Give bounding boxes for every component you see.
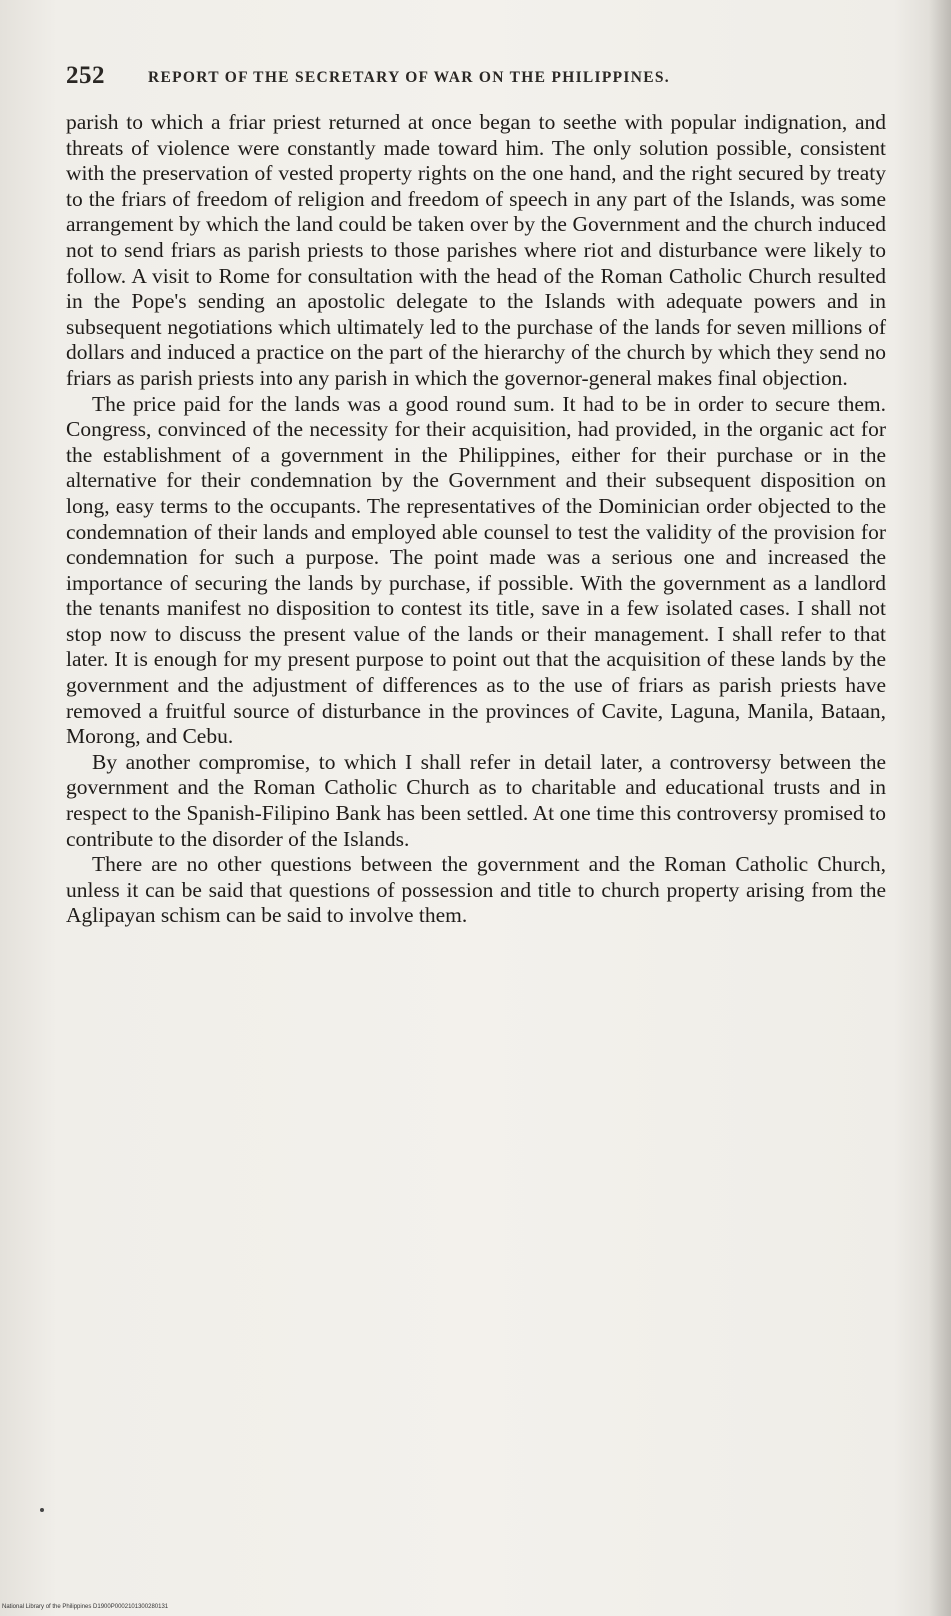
scan-credit-footer: National Library of the Philippines D1900P0002101300280131	[2, 1604, 169, 1610]
running-title: REPORT OF THE SECRETARY OF WAR ON THE PHILIPPINES.	[148, 69, 670, 86]
ink-speck	[40, 1508, 44, 1512]
body-text	[66, 110, 886, 929]
running-header	[66, 62, 876, 96]
page-number: 252	[66, 62, 105, 89]
paragraph-1: parish to which a friar priest returned at once began to seethe with popular indignation, and threats of violence were constantly made toward him. The only solution possible, consistent with the preservation of vested property rights on the one hand, and the right secured by treaty to the friars of freedom of religion and freedom of speech in any part of the Islands, was some arrangement by which the land could be taken over by the Government and the church induced not to send friars as parish priests to those parishes where riot and disturbance were likely to follow. A visit to Rome for consultation with the head of the Roman Catholic Church resulted in the Pope's sending an apostolic delegate to the Islands with adequate powers and in subsequent negotiations which ultimately led to the purchase of the lands for seven millions of dollars and induced a practice on the part of the hierarchy of the church by which they send no friars as parish priests into any parish in which the governor-general makes final objection.	[66, 110, 886, 390]
page-edge-shadow	[929, 0, 951, 1616]
paragraph-3: By another compromise, to which I shall refer in detail later, a controversy between the government and the Roman Catholic Church as to charitable and educational trusts and in respect to the Spanish-Filipino Bank has been settled. At one time this controversy promised to contribute to the disorder of the Islands.	[66, 749, 886, 851]
paragraph-2: The price paid for the lands was a good round sum. It had to be in order to secure them. Congress, convinced of the necessity for their acquisition, had provided, in the organic act for the establishment of a government in the Philippines, either for their purchase or in the alternative for their condemnation by the Government and their subsequent disposition on long, easy terms to the occupants. The representatives of the Dominician order objected to the condemnation of their lands and employed able counsel to test the validity of the provision for condemnation for such a purpose. The point made was a serious one and increased the importance of securing the lands by purchase, if possible. With the government as a landlord the tenants manifest no disposition to contest its title, save in a few isolated cases. I shall not stop now to discuss the present value of the lands or their management. I shall refer to that later. It is enough for my present purpose to point out that the acquisition of these lands by the government and the adjustment of differences as to the use of friars as parish priests have removed a fruitful source of disturbance in the provinces of Cavite, Laguna, Manila, Bataan, Morong, and Cebu.	[66, 391, 886, 749]
paragraph-4: There are no other questions between the government and the Roman Catholic Church, unless it can be said that questions of possession and title to church property arising from the Aglipayan schism can be said to involve them.	[66, 852, 886, 928]
